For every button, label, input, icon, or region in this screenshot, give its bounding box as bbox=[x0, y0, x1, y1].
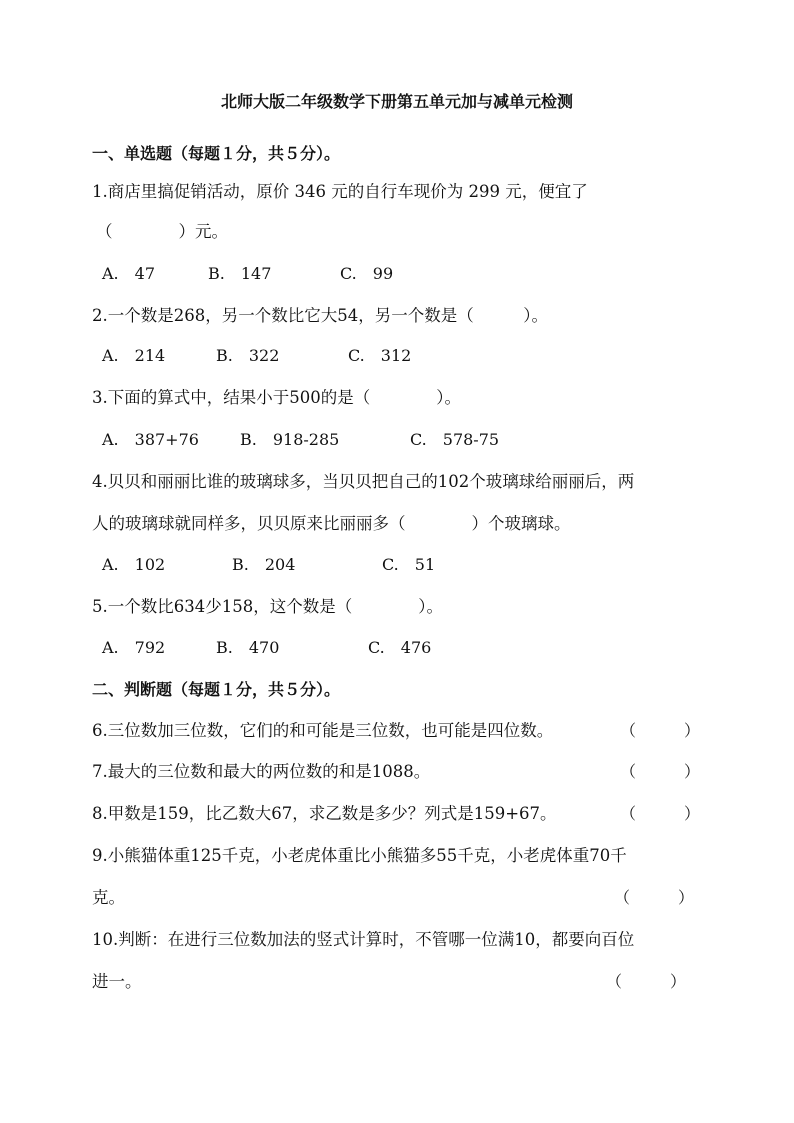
question-8-text: 8.甲数是159，比乙数大67，求乙数是多少？列式是159+67。 bbox=[92, 804, 557, 823]
section-heading-true-false: 二、判断题（每题１分，共５分）。 bbox=[92, 680, 341, 699]
question-8-answer-blank: （ ） bbox=[620, 804, 701, 823]
question-4-option-b: B. 204 bbox=[232, 555, 296, 574]
question-1-text: 1.商店里搞促销活动，原价 346 元的自行车现价为 299 元，便宜了 bbox=[92, 182, 588, 201]
question-7-answer-blank: （ ） bbox=[620, 762, 701, 781]
question-4-option-c: C. 51 bbox=[382, 555, 436, 574]
question-1-text-cont: （ ）元。 bbox=[96, 222, 228, 241]
question-7-text: 7.最大的三位数和最大的两位数的和是1088。 bbox=[92, 762, 431, 781]
question-9-answer-blank: （ ） bbox=[614, 888, 695, 907]
question-10-text-cont: 进一。 bbox=[92, 972, 142, 991]
question-2-text: 2.一个数是268，另一个数比它大54，另一个数是（ ）。 bbox=[92, 306, 548, 325]
question-5-option-c: C. 476 bbox=[368, 638, 432, 657]
section-heading-single-choice: 一、单选题（每题１分，共５分）。 bbox=[92, 144, 341, 163]
question-3-option-b: B. 918-285 bbox=[240, 430, 340, 449]
question-3-option-a: A. 387+76 bbox=[102, 430, 199, 449]
question-1-option-a: A. 47 bbox=[102, 264, 156, 283]
page-title: 北师大版二年级数学下册第五单元加与减单元检测 bbox=[220, 92, 573, 111]
question-1-option-c: C. 99 bbox=[340, 264, 394, 283]
question-5-text: 5.一个数比634少158，这个数是（ ）。 bbox=[92, 597, 443, 616]
question-2-option-a: A. 214 bbox=[102, 346, 166, 365]
question-5-option-b: B. 470 bbox=[216, 638, 280, 657]
question-10-text: 10.判断：在进行三位数加法的竖式计算时，不管哪一位满10，都要向百位 bbox=[92, 930, 635, 949]
question-9-text-cont: 克。 bbox=[92, 888, 125, 907]
question-10-answer-blank: （ ） bbox=[606, 972, 687, 991]
question-3-text: 3.下面的算式中，结果小于500的是（ ）。 bbox=[92, 388, 461, 407]
question-5-option-a: A. 792 bbox=[102, 638, 166, 657]
question-6-answer-blank: （ ） bbox=[620, 721, 701, 740]
question-4-option-a: A. 102 bbox=[102, 555, 166, 574]
question-4-text: 4.贝贝和丽丽比谁的玻璃球多，当贝贝把自己的102个玻璃球给丽丽后，两 bbox=[92, 472, 635, 491]
question-2-option-c: C. 312 bbox=[348, 346, 412, 365]
question-2-option-b: B. 322 bbox=[216, 346, 280, 365]
question-4-text-cont: 人的玻璃球就同样多，贝贝原来比丽丽多（ ）个玻璃球。 bbox=[92, 514, 571, 533]
question-6-text: 6.三位数加三位数，它们的和可能是三位数，也可能是四位数。 bbox=[92, 721, 554, 740]
question-9-text: 9.小熊猫体重125千克，小老虎体重比小熊猫多55千克，小老虎体重70千 bbox=[92, 846, 627, 865]
question-1-option-b: B. 147 bbox=[208, 264, 272, 283]
question-3-option-c: C. 578-75 bbox=[410, 430, 500, 449]
